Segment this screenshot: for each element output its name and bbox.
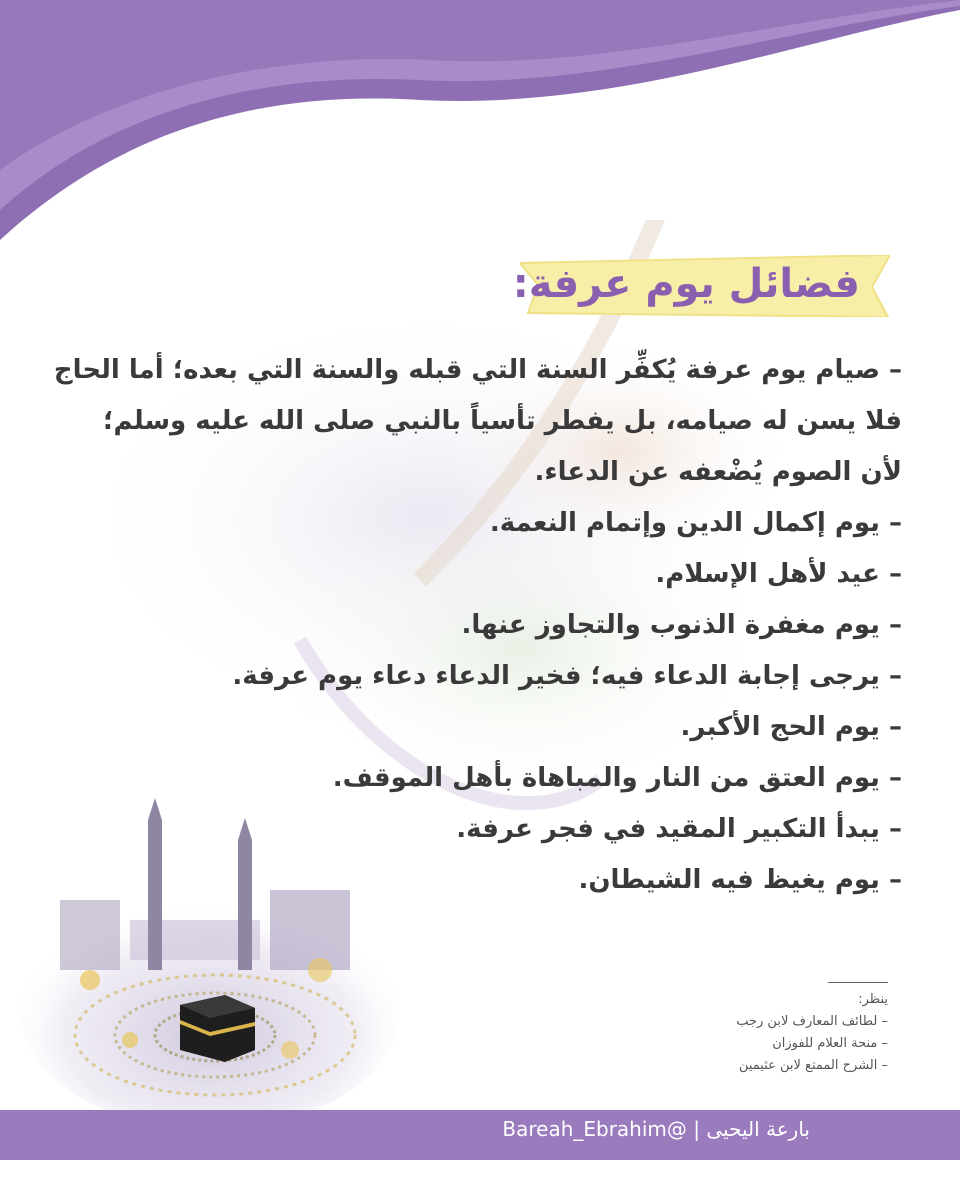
footer-bar xyxy=(0,1110,960,1160)
references-heading: ينظر: xyxy=(858,992,888,1007)
title-banner xyxy=(512,255,890,317)
list-item: – يبدأ التكبير المقيد في فجر عرفة. xyxy=(456,814,902,844)
list-item: لأن الصوم يُضْعفه عن الدعاء. xyxy=(534,457,902,487)
list-item: – يرجى إجابة الدعاء فيه؛ فخير الدعاء دعاء يوم عرفة. xyxy=(232,661,902,691)
references-divider xyxy=(828,982,888,983)
reference-item: – منحة العلام للفوزان xyxy=(772,1036,888,1051)
reference-item: – الشرح الممتع لابن عثيمين xyxy=(738,1058,888,1073)
list-item: فلا يسن له صيامه، بل يفطر تأسياً بالنبي صلى الله عليه وسلم؛ xyxy=(103,406,902,436)
kaaba-illustration xyxy=(20,780,400,1120)
list-item: – عيد لأهل الإسلام. xyxy=(655,559,902,589)
list-item: – يوم يغيظ فيه الشيطان. xyxy=(578,865,902,895)
references xyxy=(588,982,888,1077)
list-item: – يوم العتق من النار والمباهاة بأهل الموقف. xyxy=(332,763,902,793)
list-item: – صيام يوم عرفة يُكفِّر السنة التي قبله والسنة التي بعده؛ أما الحاج xyxy=(53,355,902,385)
footer-author: بارعة اليحيى | @Bareah_Ebrahim xyxy=(502,1117,810,1141)
page-title: فضائل يوم عرفة: xyxy=(512,261,860,307)
list-item: – يوم إكمال الدين وإتمام النعمة. xyxy=(489,508,902,538)
list-item: – يوم الحج الأكبر. xyxy=(680,712,902,742)
list-item: – يوم مغفرة الذنوب والتجاوز عنها. xyxy=(461,610,902,640)
reference-item: – لطائف المعارف لابن رجب xyxy=(736,1014,888,1029)
